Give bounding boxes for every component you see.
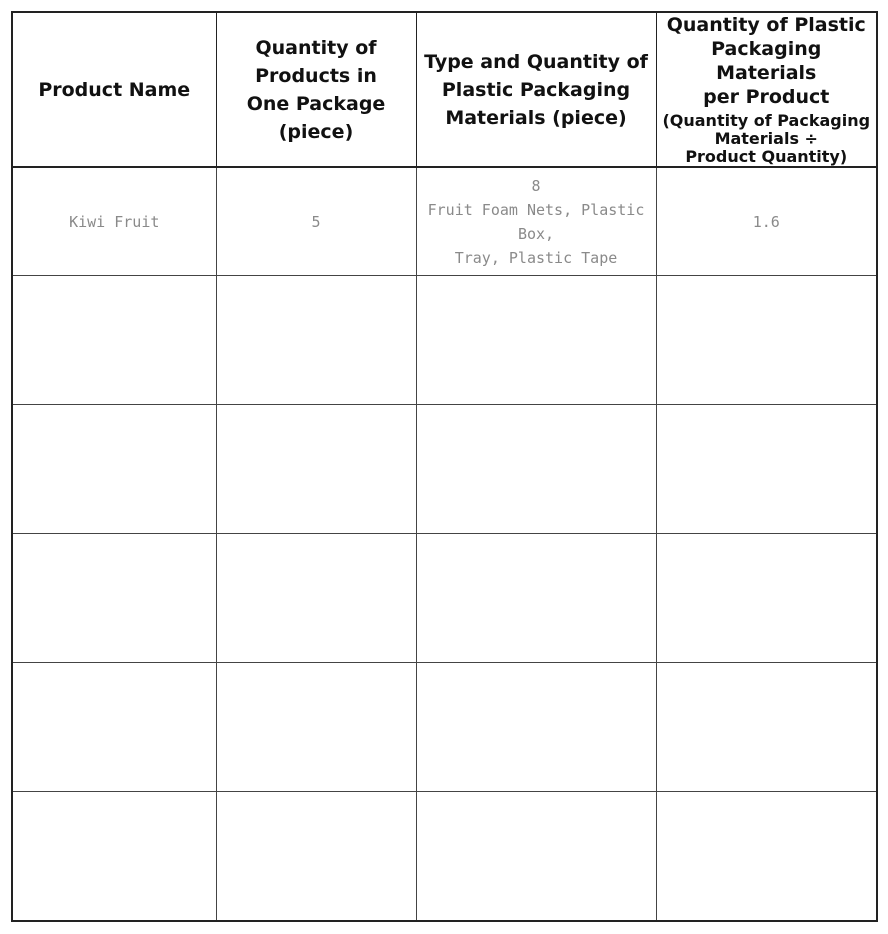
cell-packaging-types-line: Fruit Foam Nets, Plastic Box, [427,200,645,243]
cell-packaging-count: 8 [531,176,541,195]
packaging-table [11,11,878,922]
empty-cell[interactable] [216,534,416,663]
table-row [12,663,877,792]
cell-text: Kiwi Fruit [69,212,160,231]
header-product-name-label: Product Name [38,78,191,101]
header-line: Packaging Materials [711,38,822,84]
empty-cell[interactable] [216,405,416,534]
empty-cell[interactable] [656,276,877,405]
header-line: Type and Quantity of [424,50,648,73]
header-line: (piece) [278,120,354,143]
header-line: Quantity of [255,36,377,59]
empty-cell[interactable] [416,405,656,534]
empty-cell[interactable] [12,792,216,922]
table-row [12,276,877,405]
empty-cell[interactable] [656,534,877,663]
empty-cell[interactable] [416,792,656,922]
table-row-example [12,167,877,276]
empty-cell[interactable] [216,663,416,792]
empty-cell[interactable] [12,663,216,792]
empty-cell[interactable] [12,276,216,405]
empty-cell[interactable] [216,276,416,405]
worksheet-sheet [11,11,876,922]
header-row [12,12,877,167]
header-formula-line: Product Quantity) [685,147,848,166]
header-line: Quantity of Plastic [666,14,866,36]
header-formula-line: (Quantity of Packaging [662,111,871,130]
table-row [12,534,877,663]
empty-cell[interactable] [12,405,216,534]
header-formula-line: Materials ÷ [714,129,818,148]
header-formula [657,112,877,166]
empty-cell[interactable] [216,792,416,922]
table-row [12,792,877,922]
cell-text: 1.6 [752,212,780,231]
header-product-name [12,12,216,167]
header-line: One Package [246,92,386,115]
header-line: Plastic Packaging [441,78,631,101]
empty-cell[interactable] [656,405,877,534]
cell-product-name[interactable] [12,167,216,276]
empty-cell[interactable] [656,663,877,792]
cell-per-product[interactable] [656,167,877,276]
header-line: Products in [255,64,377,87]
table-row [12,405,877,534]
cell-quantity-in-package[interactable] [216,167,416,276]
empty-cell[interactable] [12,534,216,663]
empty-cell[interactable] [416,534,656,663]
empty-cell[interactable] [656,792,877,922]
header-per-product [656,12,877,167]
cell-type-and-quantity[interactable] [416,167,656,276]
header-line: per Product [703,86,830,108]
cell-packaging-types-line: Tray, Plastic Tape [454,248,618,267]
cell-text: 5 [311,212,321,231]
header-line: Materials (piece) [445,106,627,129]
empty-cell[interactable] [416,276,656,405]
header-type-and-quantity [416,12,656,167]
empty-cell[interactable] [416,663,656,792]
header-quantity-in-package [216,12,416,167]
